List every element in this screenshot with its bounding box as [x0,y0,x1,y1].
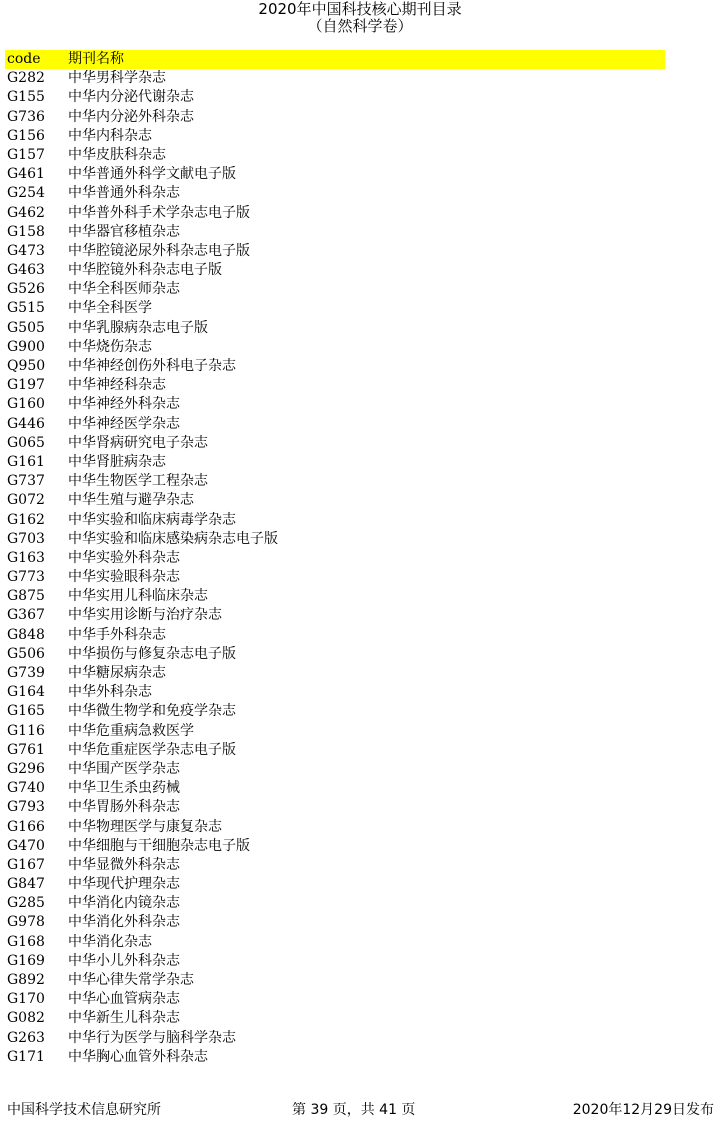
journal-code: G462 [7,204,45,221]
table-row [5,223,665,242]
journal-name: 中华实验和临床感染病杂志电子版 [68,530,278,547]
journal-name: 中华皮肤科杂志 [68,146,166,163]
table-row [5,319,665,338]
journal-code: G737 [7,473,45,490]
table-row [5,395,665,414]
column-header-name: 期刊名称 [68,51,124,67]
journal-code: G470 [7,837,45,854]
journal-code: G900 [7,338,45,355]
journal-name: 中华围产医学杂志 [68,760,180,777]
journal-code: G156 [7,127,45,144]
journal-name: 中华实用诊断与治疗杂志 [68,607,222,624]
table-row [5,587,665,606]
journal-name: 中华神经外科杂志 [68,396,180,413]
journal-code: Q950 [7,358,46,374]
footer-publish-date: 2020年12月29日发布 [572,1102,714,1118]
journal-name: 中华新生儿科杂志 [68,1010,180,1027]
table-row [5,415,665,434]
journal-name: 中华生物医学工程杂志 [68,473,208,490]
journal-name: 中华神经科杂志 [68,377,166,394]
journal-code: G793 [7,799,45,816]
journal-name: 中华损伤与修复杂志电子版 [68,645,236,662]
journal-name: 中华普外科手术学杂志电子版 [68,204,250,221]
table-row [5,798,665,817]
footer-page-info: 第 39 页，共 41 页 [292,1102,416,1118]
journal-code: G463 [7,262,45,279]
journal-name: 中华危重症医学杂志电子版 [68,741,236,758]
journal-code: G167 [7,856,45,873]
journal-name: 中华全科医师杂志 [68,281,180,298]
journal-code: G282 [7,70,45,87]
journal-code: G116 [7,722,45,739]
table-row [5,722,665,741]
journal-name: 中华实验外科杂志 [68,549,180,566]
table-row [5,434,665,453]
journal-code: G526 [7,281,45,298]
table-row [5,204,665,223]
table-row [5,971,665,990]
journal-name: 中华烧伤杂志 [68,338,152,355]
journal-code: G163 [7,549,45,566]
table-row [5,683,665,702]
table-row [5,741,665,760]
table-header-row [5,50,665,69]
table-row [5,1009,665,1028]
journal-code: G473 [7,242,45,259]
table-row [5,453,665,472]
table-row [5,184,665,203]
document-title: 2020年中国科技核心期刊目录 [258,0,462,18]
journal-name: 中华消化外科杂志 [68,914,180,931]
journal-code: G740 [7,780,45,797]
journal-code: G254 [7,185,45,202]
journal-code: G446 [7,415,45,432]
journal-name: 中华危重病急救医学 [68,722,194,739]
journal-name: 中华胸心血管外科杂志 [68,1048,208,1065]
journal-name: 中华现代护理杂志 [68,876,180,893]
journal-name: 中华男科学杂志 [68,70,166,87]
journal-code: G155 [7,89,45,106]
table-row [5,568,665,587]
table-row [5,760,665,779]
table-row [5,837,665,856]
journal-code: G157 [7,146,45,163]
table-row [5,491,665,510]
table-row [5,856,665,875]
journal-code: G875 [7,588,45,605]
journal-code: G168 [7,933,45,950]
table-row [5,299,665,318]
journal-code: G506 [7,645,45,662]
journal-name: 中华小儿外科杂志 [68,952,180,969]
journal-code: G072 [7,492,45,509]
journal-name: 中华实用儿科临床杂志 [68,588,208,605]
table-row [5,146,665,165]
journal-code: G171 [7,1048,45,1065]
journal-name: 中华普通外科学文献电子版 [68,166,236,183]
journal-name: 中华神经医学杂志 [68,415,180,432]
table-row [5,261,665,280]
journal-code: G739 [7,665,45,681]
journal-code: G703 [7,530,45,547]
journal-code: G197 [7,377,45,394]
journal-name: 中华内科杂志 [68,127,152,144]
journal-name: 中华生殖与避孕杂志 [68,492,194,509]
table-row [5,472,665,491]
journal-name: 中华内分泌代谢杂志 [68,89,194,106]
journal-name: 中华消化杂志 [68,933,152,950]
journal-code: G162 [7,511,45,528]
table-row [5,606,665,625]
journal-code: G461 [7,166,45,183]
table-row [5,549,665,568]
journal-name: 中华手外科杂志 [68,626,166,643]
journal-name: 中华腔镜泌尿外科杂志电子版 [68,242,250,259]
journal-name: 中华消化内镜杂志 [68,895,180,912]
table-row [5,69,665,88]
journal-name: 中华神经创伤外科电子杂志 [68,358,236,374]
journal-name: 中华胃肠外科杂志 [68,799,180,816]
journal-name: 中华乳腺病杂志电子版 [68,319,208,336]
journal-name: 中华行为医学与脑科学杂志 [68,1029,236,1046]
journal-name: 中华心血管病杂志 [68,991,180,1008]
table-row [5,702,665,721]
table-row [5,1029,665,1048]
journal-name: 中华糖尿病杂志 [68,665,166,681]
table-row [5,242,665,261]
journal-code: G161 [7,453,45,470]
table-row [5,127,665,146]
journal-code: G160 [7,396,45,413]
table-row [5,357,665,376]
journal-name: 中华普通外科杂志 [68,185,180,202]
journal-code: G505 [7,319,45,336]
journal-name: 中华显微外科杂志 [68,856,180,873]
table-row [5,990,665,1009]
journal-code: G773 [7,569,45,586]
journal-code: G166 [7,818,45,835]
table-row [5,875,665,894]
journal-name: 中华外科杂志 [68,684,152,701]
journal-name: 中华肾脏病杂志 [68,453,166,470]
journal-code: G170 [7,991,45,1008]
table-row [5,894,665,913]
journal-name: 中华腔镜外科杂志电子版 [68,262,222,279]
journal-code: G892 [7,972,45,988]
journal-name: 中华实验眼科杂志 [68,569,180,586]
table-row [5,280,665,299]
journal-name: 中华肾病研究电子杂志 [68,434,208,451]
table-row [5,376,665,395]
table-row [5,530,665,549]
journal-code: G164 [7,684,45,701]
table-body [5,69,665,1067]
journal-code: G296 [7,760,45,777]
journal-name: 中华内分泌外科杂志 [68,108,194,125]
table-row [5,933,665,952]
table-row [5,165,665,184]
footer-institute: 中国科学技术信息研究所 [7,1102,161,1118]
table-row [5,108,665,127]
table-row [5,645,665,664]
journal-code: G978 [7,914,45,931]
journal-name: 中华物理医学与康复杂志 [68,818,222,835]
journal-name: 中华心律失常学杂志 [68,972,194,988]
journal-code: G761 [7,741,45,758]
journal-name: 中华微生物学和免疫学杂志 [68,703,236,720]
journal-name: 中华器官移植杂志 [68,223,180,240]
journal-name: 中华全科医学 [68,300,152,317]
journal-code: G165 [7,703,45,720]
table-row [5,818,665,837]
journal-code: G082 [7,1010,45,1027]
journal-code: G285 [7,895,45,912]
table-row [5,952,665,971]
table-row [5,779,665,798]
journal-code: G848 [7,626,45,643]
document-subtitle: （自然科学卷） [307,17,413,35]
journal-table [5,50,665,1067]
table-row [5,913,665,932]
table-row [5,626,665,645]
table-row [5,1048,665,1067]
journal-code: G158 [7,223,45,240]
table-row [5,511,665,530]
journal-code: G515 [7,300,45,317]
journal-code: G263 [7,1029,45,1046]
journal-name: 中华实验和临床病毒学杂志 [68,511,236,528]
table-row [5,88,665,107]
journal-name: 中华卫生杀虫药械 [68,780,180,797]
journal-code: G367 [7,607,45,624]
table-row [5,338,665,357]
journal-code: G065 [7,434,45,451]
journal-code: G847 [7,876,45,893]
column-header-code: code [7,51,41,67]
journal-code: G169 [7,952,45,969]
journal-code: G736 [7,108,45,125]
journal-name: 中华细胞与干细胞杂志电子版 [68,837,250,854]
table-row [5,664,665,683]
